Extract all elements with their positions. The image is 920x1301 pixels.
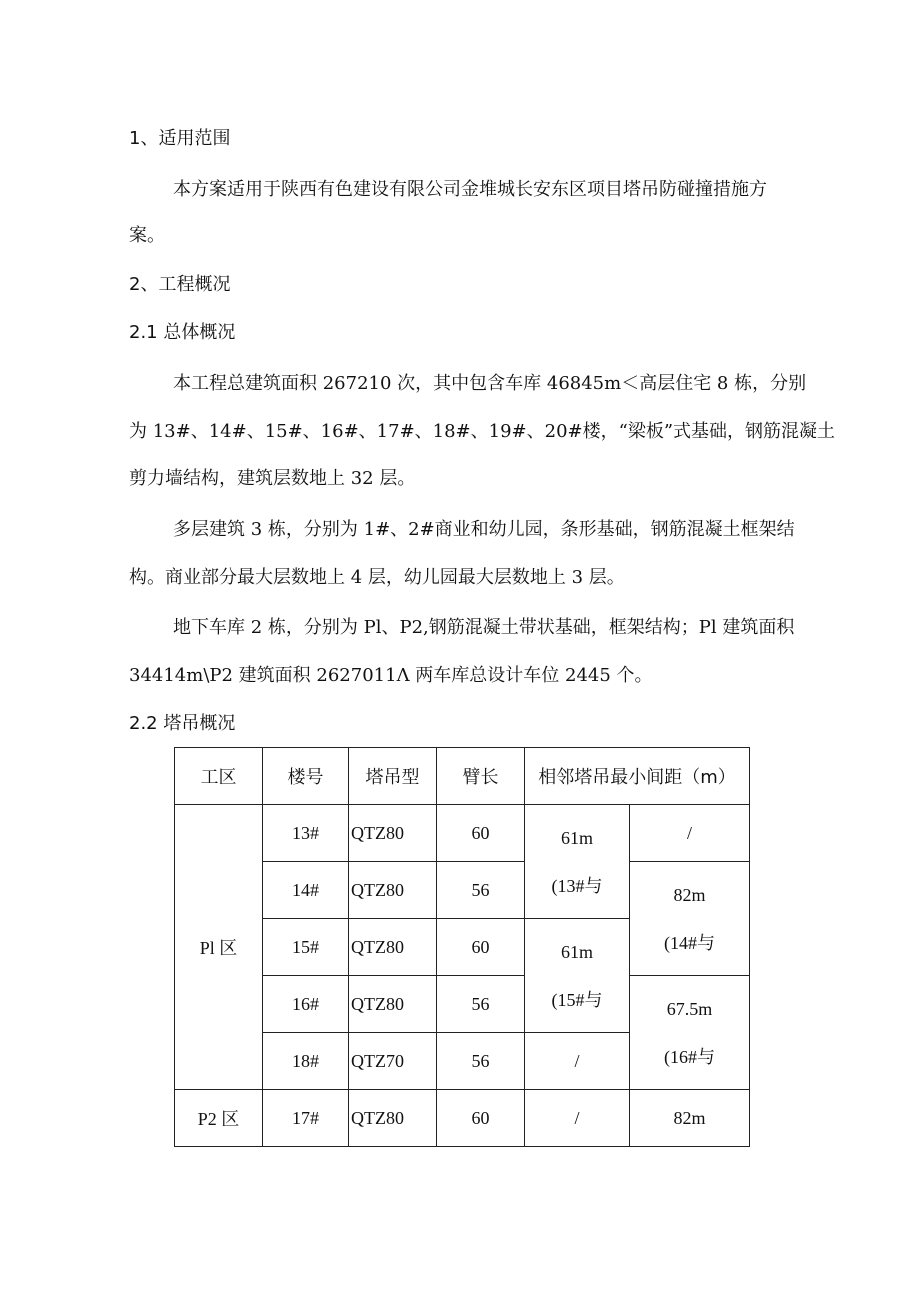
model-cell: QTZ70 bbox=[349, 1033, 437, 1090]
distance-value: 61m bbox=[560, 827, 593, 848]
arm-cell: 60 bbox=[437, 919, 525, 976]
distance-cell: / bbox=[630, 805, 750, 862]
tower-crane-table bbox=[174, 747, 750, 1147]
header-crane-model: 塔吊型 bbox=[349, 748, 437, 805]
overview-paragraph-line: 剪力墙结构，建筑层数地上 32 层。 bbox=[129, 468, 416, 489]
overview-paragraph-line: 多层建筑 3 栋，分别为 1#、2#商业和幼儿园，条形基础，钢筋混凝土框架结 bbox=[173, 519, 795, 540]
model-cell: QTZ80 bbox=[349, 976, 437, 1033]
distance-note: (15#与 bbox=[551, 989, 603, 1010]
arm-cell: 56 bbox=[437, 1033, 525, 1090]
model-cell: QTZ80 bbox=[349, 805, 437, 862]
building-cell: 13# bbox=[263, 805, 349, 862]
overview-paragraph-line: 地下车库 2 栋，分别为 Pl、P2,钢筋混凝土带状基础，框架结构；Pl 建筑面积 bbox=[173, 617, 795, 638]
distance-note: (13#与 bbox=[551, 875, 603, 896]
distance-value: 61m bbox=[560, 941, 593, 962]
table-header-row bbox=[175, 748, 750, 805]
distance-cell: / bbox=[525, 1033, 630, 1090]
model-cell: QTZ80 bbox=[349, 862, 437, 919]
arm-cell: 56 bbox=[437, 976, 525, 1033]
header-building: 楼号 bbox=[263, 748, 349, 805]
overview-paragraph-line: 本工程总建筑面积 267210 次，其中包含车库 46845m＜高层住宅 8 栋，分别 bbox=[173, 373, 807, 394]
distance-cell bbox=[525, 805, 630, 919]
table-row bbox=[175, 805, 750, 862]
zone-cell-p2: P2 区 bbox=[175, 1090, 263, 1147]
distance-note: (14#与 bbox=[664, 932, 715, 953]
building-cell: 14# bbox=[263, 862, 349, 919]
arm-cell: 56 bbox=[437, 862, 525, 919]
distance-cell bbox=[525, 919, 630, 1033]
header-arm-length: 臂长 bbox=[437, 748, 525, 805]
arm-cell: 60 bbox=[437, 805, 525, 862]
distance-cell: 82m bbox=[630, 1090, 750, 1147]
distance-cell bbox=[630, 976, 750, 1090]
model-cell: QTZ80 bbox=[349, 919, 437, 976]
table-row bbox=[175, 1090, 750, 1147]
distance-cell: / bbox=[525, 1090, 630, 1147]
distance-cell bbox=[630, 862, 750, 976]
zone-cell-p1: Pl 区 bbox=[175, 805, 263, 1090]
section-2-heading: 2、工程概况 bbox=[129, 274, 231, 295]
section-2-1-heading: 2.1 总体概况 bbox=[129, 322, 236, 343]
building-cell: 17# bbox=[263, 1090, 349, 1147]
building-cell: 16# bbox=[263, 976, 349, 1033]
model-cell: QTZ80 bbox=[349, 1090, 437, 1147]
distance-value: 82m bbox=[673, 884, 706, 905]
distance-note: (16#与 bbox=[664, 1046, 715, 1067]
section-1-paragraph-line: 本方案适用于陕西有色建设有限公司金堆城长安东区项目塔吊防碰撞措施方 bbox=[173, 179, 767, 200]
header-min-distance: 相邻塔吊最小间距（m） bbox=[525, 748, 750, 805]
arm-cell: 60 bbox=[437, 1090, 525, 1147]
section-1-paragraph-line: 案。 bbox=[129, 225, 165, 246]
building-cell: 15# bbox=[263, 919, 349, 976]
section-2-2-heading: 2.2 塔吊概况 bbox=[129, 713, 236, 734]
header-zone: 工区 bbox=[175, 748, 263, 805]
section-1-heading: 1、适用范围 bbox=[129, 128, 231, 149]
overview-paragraph-line: 构。商业部分最大层数地上 4 层，幼儿园最大层数地上 3 层。 bbox=[129, 567, 625, 588]
overview-paragraph-line: 34414m\P2 建筑面积 2627011Λ 两车库总设计车位 2445 个。 bbox=[129, 665, 653, 686]
building-cell: 18# bbox=[263, 1033, 349, 1090]
distance-value: 67.5m bbox=[666, 998, 713, 1019]
overview-paragraph-line: 为 13#、14#、15#、16#、17#、18#、19#、20#楼，“梁板”式基础，钢筋混凝土 bbox=[129, 421, 836, 442]
